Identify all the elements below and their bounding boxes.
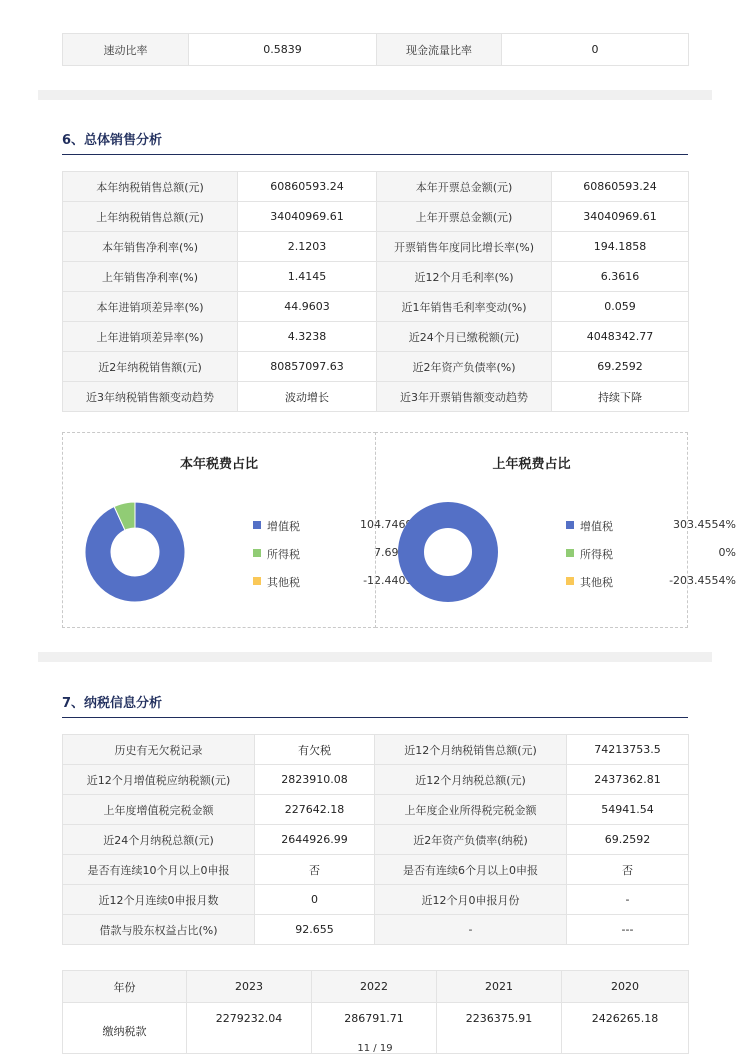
pie-chart-previous-year — [375, 432, 736, 628]
legend-percent: -203.4554% — [669, 574, 736, 587]
table-row — [63, 765, 689, 795]
field-label: 上年开票总金额(元) — [377, 202, 552, 232]
field-label: 近12个月连续0申报月数 — [63, 885, 255, 915]
field-value: 2644926.99 — [255, 825, 375, 855]
field-label: 借款与股东权益占比(%) — [63, 915, 255, 945]
field-value: 0 — [255, 885, 375, 915]
value-cell: 286791.71 — [312, 1003, 437, 1054]
table-row — [63, 322, 689, 352]
legend-label: 所得税 — [580, 548, 613, 561]
field-label: 近12个月纳税销售总额(元) — [375, 735, 567, 765]
field-value: 4048342.77 — [552, 322, 689, 352]
field-label: 本年纳税销售总额(元) — [63, 172, 238, 202]
table-row — [63, 34, 689, 66]
field-value: 0.5839 — [189, 34, 377, 66]
section-7-underline — [62, 717, 688, 718]
legend-swatch — [253, 549, 261, 557]
field-label: - — [375, 915, 567, 945]
liquidity-table — [62, 33, 689, 66]
yearly-tax-table-wrapper — [62, 970, 688, 1038]
legend-item — [566, 518, 736, 532]
table-row — [63, 735, 689, 765]
table-row — [63, 172, 689, 202]
donut-chart — [396, 500, 500, 604]
field-label: 本年进销项差异率(%) — [63, 292, 238, 322]
legend-label: 增值税 — [580, 520, 613, 533]
field-label: 近12个月纳税总额(元) — [375, 765, 567, 795]
field-value: 69.2592 — [567, 825, 689, 855]
legend-percent: 0% — [718, 546, 736, 559]
field-value: 34040969.61 — [552, 202, 689, 232]
field-value: 否 — [567, 855, 689, 885]
value-cell: 2279232.04 — [187, 1003, 312, 1054]
field-value: 54941.54 — [567, 795, 689, 825]
field-label: 近3年开票销售额变动趋势 — [377, 382, 552, 412]
donut-chart — [83, 500, 187, 604]
table-row — [63, 352, 689, 382]
field-label: 近2年纳税销售额(元) — [63, 352, 238, 382]
field-value: 2823910.08 — [255, 765, 375, 795]
row-label: 缴纳税款 — [63, 1003, 187, 1054]
table-row — [63, 855, 689, 885]
legend-label: 所得税 — [267, 548, 300, 561]
pie-slice — [411, 515, 485, 589]
legend-swatch — [253, 577, 261, 585]
field-value: 60860593.24 — [552, 172, 689, 202]
field-value: 持续下降 — [552, 382, 689, 412]
table-row — [63, 382, 689, 412]
field-label: 是否有连续6个月以上0申报 — [375, 855, 567, 885]
section-divider-band — [38, 90, 712, 100]
section-divider-band — [38, 652, 712, 662]
table-row — [63, 262, 689, 292]
section-6-underline — [62, 154, 688, 155]
page-number: 11 / 19 — [357, 1043, 393, 1054]
table-row — [63, 915, 689, 945]
header-cell: 2020 — [562, 971, 689, 1003]
table-row — [63, 795, 689, 825]
table-row — [63, 885, 689, 915]
field-value: - — [567, 885, 689, 915]
legend-label: 增值税 — [267, 520, 300, 533]
field-value: 80857097.63 — [238, 352, 377, 382]
field-label: 上年纳税销售总额(元) — [63, 202, 238, 232]
value-cell: 2236375.91 — [437, 1003, 562, 1054]
table-row — [63, 202, 689, 232]
legend-percent: -12.4403% — [363, 574, 423, 587]
field-value: 0 — [502, 34, 689, 66]
field-value: 60860593.24 — [238, 172, 377, 202]
field-value: 69.2592 — [552, 352, 689, 382]
section-6-title: 6、总体销售分析 — [62, 133, 163, 148]
tax-info-table — [62, 734, 689, 945]
legend-swatch — [253, 521, 261, 529]
field-label: 本年销售净利率(%) — [63, 232, 238, 262]
chart-title: 上年税费占比 — [492, 457, 571, 472]
legend-swatch — [566, 549, 574, 557]
field-label: 速动比率 — [63, 34, 189, 66]
legend-item — [566, 574, 736, 588]
field-value: 2437362.81 — [567, 765, 689, 795]
field-label: 近12个月0申报月份 — [375, 885, 567, 915]
value-cell: 2426265.18 — [562, 1003, 689, 1054]
yearly-tax-table — [62, 970, 689, 1054]
section-7-title: 7、纳税信息分析 — [62, 696, 163, 711]
field-label: 近24个月纳税总额(元) — [63, 825, 255, 855]
field-value: 44.9603 — [238, 292, 377, 322]
field-label: 近12个月毛利率(%) — [377, 262, 552, 292]
field-value: 0.059 — [552, 292, 689, 322]
field-label: 近3年纳税销售额变动趋势 — [63, 382, 238, 412]
field-value: 6.3616 — [552, 262, 689, 292]
field-value: 有欠税 — [255, 735, 375, 765]
legend-label: 其他税 — [580, 576, 613, 589]
table-row — [63, 292, 689, 322]
field-label: 近24个月已缴税额(元) — [377, 322, 552, 352]
field-value: 92.655 — [255, 915, 375, 945]
legend-percent: 303.4554% — [673, 518, 736, 531]
field-label: 近12个月增值税应纳税额(元) — [63, 765, 255, 795]
chart-title: 本年税费占比 — [179, 457, 258, 472]
field-value: 194.1858 — [552, 232, 689, 262]
field-value: 227642.18 — [255, 795, 375, 825]
header-cell: 2022 — [312, 971, 437, 1003]
header-cell: 2021 — [437, 971, 562, 1003]
header-cell: 年份 — [63, 971, 187, 1003]
field-label: 上年销售净利率(%) — [63, 262, 238, 292]
legend-label: 其他税 — [267, 576, 300, 589]
field-label: 历史有无欠税记录 — [63, 735, 255, 765]
field-value: --- — [567, 915, 689, 945]
legend-percent: 104.7469% — [360, 518, 423, 531]
field-label: 是否有连续10个月以上0申报 — [63, 855, 255, 885]
field-label: 开票销售年度同比增长率(%) — [377, 232, 552, 262]
field-value: 34040969.61 — [238, 202, 377, 232]
pie-chart-current-year — [62, 432, 423, 628]
table-header-row — [63, 971, 689, 1003]
field-value: 1.4145 — [238, 262, 377, 292]
field-label: 上年进销项差异率(%) — [63, 322, 238, 352]
field-label: 上年度增值税完税金额 — [63, 795, 255, 825]
field-label: 现金流量比率 — [377, 34, 502, 66]
field-label: 近2年资产负债率(%) — [377, 352, 552, 382]
table-row — [63, 825, 689, 855]
table-row — [63, 232, 689, 262]
field-value: 74213753.5 — [567, 735, 689, 765]
field-label: 上年度企业所得税完税金额 — [375, 795, 567, 825]
legend-percent: 7.6934% — [374, 546, 423, 559]
field-value: 2.1203 — [238, 232, 377, 262]
header-cell: 2023 — [187, 971, 312, 1003]
field-value: 波动增长 — [238, 382, 377, 412]
field-value: 否 — [255, 855, 375, 885]
field-label: 近1年销售毛利率变动(%) — [377, 292, 552, 322]
field-value: 4.3238 — [238, 322, 377, 352]
sales-analysis-table — [62, 171, 689, 412]
legend-swatch — [566, 577, 574, 585]
legend-item — [566, 546, 736, 560]
legend-swatch — [566, 521, 574, 529]
field-label: 本年开票总金额(元) — [377, 172, 552, 202]
field-label: 近2年资产负债率(纳税) — [375, 825, 567, 855]
